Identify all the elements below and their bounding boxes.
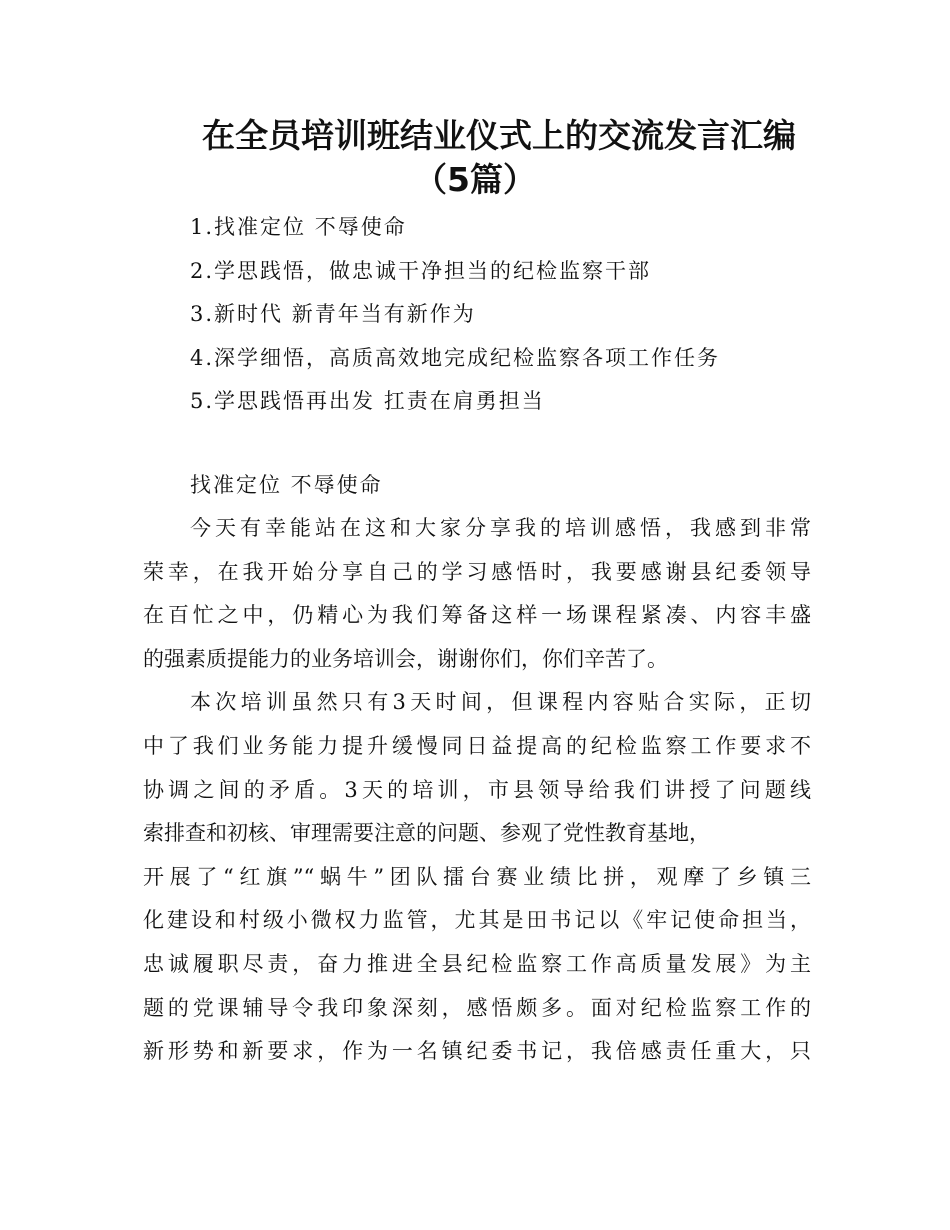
section-heading: 找准定位 不辱使命: [190, 473, 383, 497]
paragraph-line: 中了我们业务能力提升缓慢同日益提高的纪检监察工作要求不: [143, 733, 811, 758]
paragraph-line: 荣幸，在我开始分享自己的学习感悟时，我要感谢县纪委领导: [143, 559, 811, 584]
paragraph-line: 索排查和初核、审理需要注意的问题、参观了党性教育基地，: [143, 821, 710, 846]
paragraph-line: 新形势和新要求，作为一名镇纪委书记，我倍感责任重大，只: [143, 1039, 811, 1064]
paragraph-line: 化建设和村级小微权力监管，尤其是田书记以《牢记使命担当，: [143, 908, 811, 933]
paragraph-line: 今天有幸能站在这和大家分享我的培训感悟，我感到非常: [190, 516, 811, 540]
toc-item-5: 5.学思践悟再出发 扛责在肩勇担当: [190, 389, 545, 413]
paragraph-line: 题的党课辅导令我印象深刻，感悟颇多。面对纪检监察工作的: [143, 995, 811, 1020]
toc-item-3: 3.新时代 新青年当有新作为: [190, 302, 476, 326]
document-title-count: （5篇）: [414, 160, 536, 199]
paragraph-line: 忠诚履职尽责，奋力推进全县纪检监察工作高质量发展》为主: [143, 951, 811, 976]
toc-item-2: 2.学思践悟，做忠诚干净担当的纪检监察干部: [190, 258, 652, 283]
paragraph-line: 协调之间的矛盾。3天的培训，市县领导给我们讲授了问题线: [143, 777, 811, 802]
paragraph-line: 的强素质提能力的业务培训会，谢谢你们，你们辛苦了。: [143, 646, 668, 671]
toc-item-1: 1.找准定位 不辱使命: [190, 215, 407, 239]
body-text: [143, 507, 811, 1074]
table-of-contents: [190, 206, 720, 424]
paragraph-line: 开展了“红旗”“蜗牛”团队擂台赛业绩比拼，观摩了乡镇三: [143, 864, 811, 889]
toc-item-4: 4.深学细悟，高质高效地完成纪检监察各项工作任务: [190, 345, 721, 370]
document-title: 在全员培训班结业仪式上的交流发言汇编: [202, 116, 796, 155]
paragraph-line: 在百忙之中，仍精心为我们筹备这样一场课程紧凑、内容丰盛: [143, 603, 811, 628]
paragraph-line: 本次培训虽然只有3天时间，但课程内容贴合实际，正切: [190, 690, 811, 715]
